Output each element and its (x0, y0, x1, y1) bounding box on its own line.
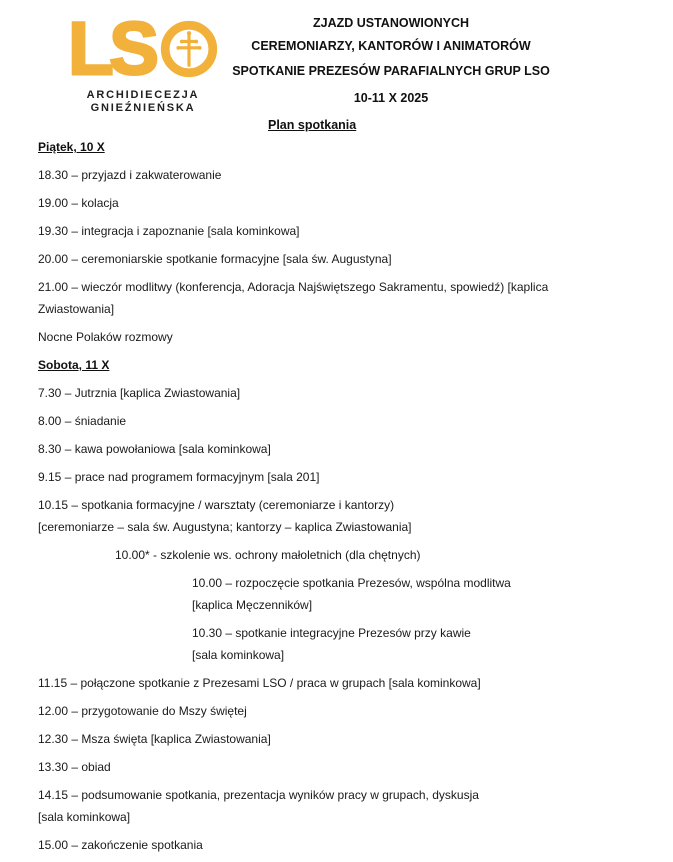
schedule-item-line: 8.30 – kawa powołaniowa [sala kominkowa] (38, 442, 271, 456)
schedule-item-line: 12.00 – przygotowanie do Mszy świętej (38, 704, 247, 718)
schedule-item-line: [kaplica Męczenników] (192, 598, 313, 612)
schedule-item (38, 438, 638, 460)
lso-logo-ls-text: LS (68, 7, 155, 90)
schedule-item-line: 21.00 – wieczór modlitwy (konferencja, Adoracja Najświętszego Sakramentu, spowiedź) [kaplica (38, 280, 549, 294)
schedule-item-line: 15.00 – zakończenie spotkania (38, 838, 203, 852)
schedule-item-line: 19.00 – kolacja (38, 196, 119, 210)
schedule-item-line: 14.15 – podsumowanie spotkania, prezentacja wyników pracy w grupach, dyskusja (38, 788, 479, 802)
header-date: 10-11 X 2025 (353, 91, 429, 105)
day-heading: Piątek, 10 X (38, 140, 105, 154)
schedule-item (38, 572, 638, 616)
header-line3: SPOTKANIE PREZESÓW PARAFIALNYCH GRUP LSO (232, 64, 550, 78)
archdiocese-caption-line1: ARCHIDIECEZJA (86, 89, 200, 101)
schedule-item-line: [ceremoniarze – sala św. Augustyna; kantorzy – kaplica Zwiastowania] (38, 520, 412, 534)
schedule-item-line: 12.30 – Msza święta [kaplica Zwiastowania] (38, 732, 271, 746)
schedule-item-line: [sala kominkowa] (38, 810, 131, 824)
schedule-item (38, 220, 638, 242)
schedule-item-line: 19.30 – integracja i zapoznanie [sala kominkowa] (38, 224, 300, 238)
archdiocese-caption-line2: GNIEŹNIEŃSKA (90, 102, 196, 114)
schedule-item-line: 8.00 – śniadanie (38, 414, 127, 428)
schedule-item-line: Zwiastowania] (38, 302, 115, 316)
schedule-item-line: 10.00* - szkolenie ws. ochrony małoletnich (dla chętnych) (115, 548, 421, 562)
schedule-item-line: 9.15 – prace nad programem formacyjnym [sala 201] (38, 470, 320, 484)
schedule-item (38, 622, 638, 666)
schedule-item (38, 192, 638, 214)
schedule-item (38, 410, 638, 432)
schedule-item-line: 18.30 – przyjazd i zakwaterowanie (38, 168, 222, 182)
schedule-item (38, 700, 638, 722)
schedule-item (38, 494, 638, 538)
schedule-item (38, 248, 638, 270)
archdiocese-caption (38, 89, 248, 115)
header-line2: CEREMONIARZY, KANTORÓW I ANIMATORÓW (251, 39, 531, 53)
schedule-item (38, 326, 638, 348)
schedule-item (38, 672, 638, 694)
schedule-item-line: Nocne Polaków rozmowy (38, 330, 173, 344)
gniezno-cross-circle-icon (160, 20, 218, 78)
schedule-item-line: 11.15 – połączone spotkanie z Prezesami LSO / praca w grupach [sala kominkowa] (38, 676, 481, 690)
schedule-item-line: 13.30 – obiad (38, 760, 111, 774)
schedule-item (38, 756, 638, 778)
schedule-item (38, 784, 638, 828)
day-heading: Sobota, 11 X (38, 358, 110, 372)
schedule-item-line: 10.30 – spotkanie integracyjne Prezesów przy kawie (192, 626, 471, 640)
schedule-item-line: 7.30 – Jutrznia [kaplica Zwiastowania] (38, 386, 241, 400)
schedule-item (38, 276, 638, 320)
schedule-item-line: 10.15 – spotkania formacyjne / warsztaty (ceremoniarze i kantorzy) (38, 498, 395, 512)
schedule-item-line: 10.00 – rozpoczęcie spotkania Prezesów, wspólna modlitwa (192, 576, 511, 590)
document-header (230, 17, 552, 105)
schedule-item (38, 382, 638, 404)
schedule-item (38, 544, 638, 566)
plan-title: Plan spotkania (268, 118, 357, 132)
schedule-item (38, 466, 638, 488)
schedule-item-line: [sala kominkowa] (192, 648, 285, 662)
lso-logo (38, 7, 248, 115)
schedule (38, 136, 638, 862)
header-line1: ZJAZD USTANOWIONYCH (312, 16, 469, 30)
schedule-item (38, 834, 638, 856)
schedule-item (38, 728, 638, 750)
schedule-item-line: 20.00 – ceremoniarskie spotkanie formacyjne [sala św. Augustyna] (38, 252, 392, 266)
schedule-item (38, 164, 638, 186)
lso-logo-letters (38, 7, 248, 90)
